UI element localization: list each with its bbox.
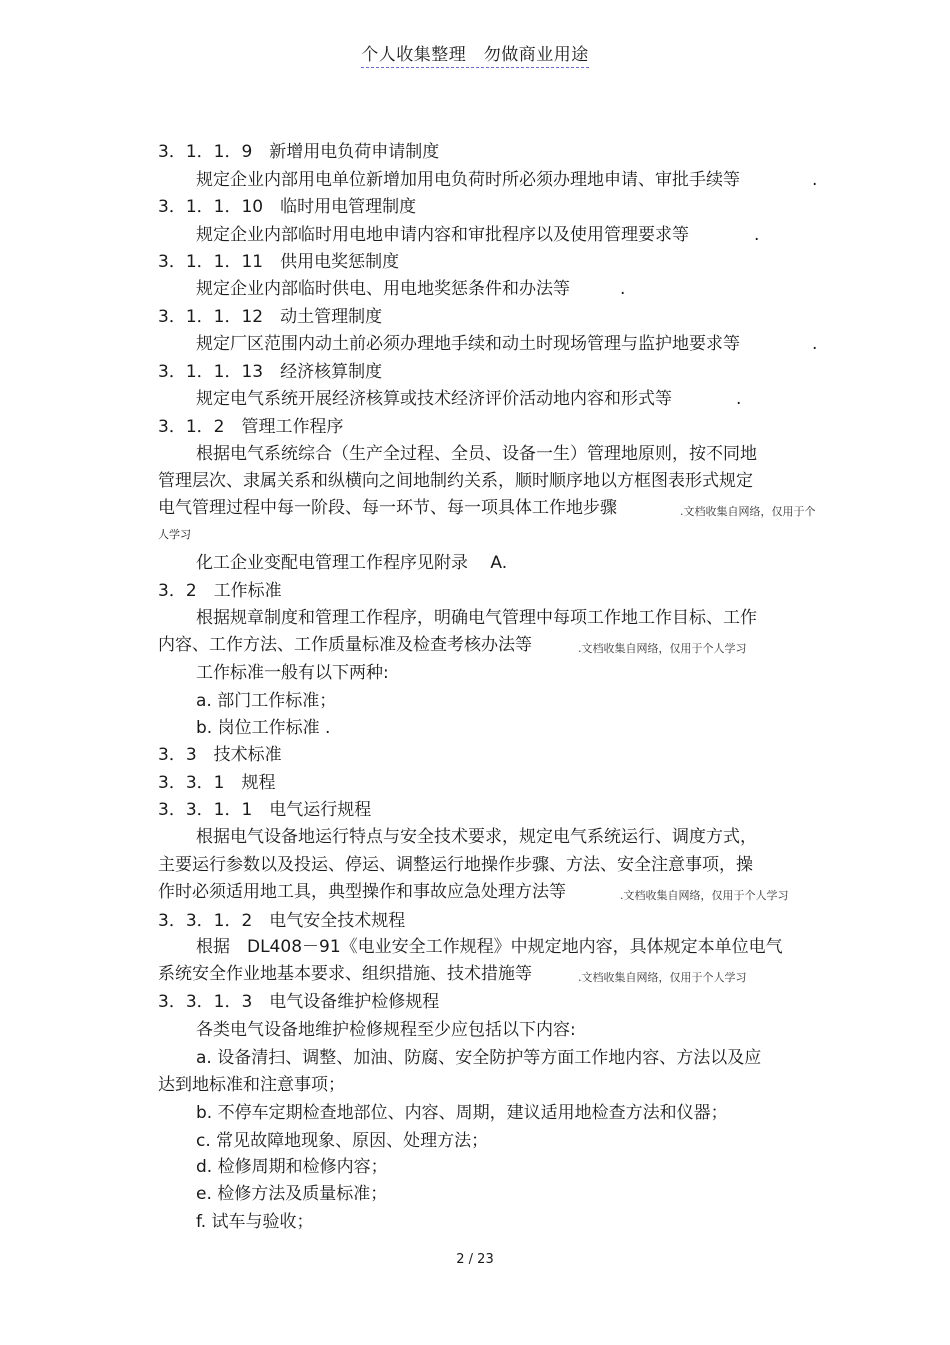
text-line bbox=[158, 1074, 345, 1096]
text-line bbox=[196, 1102, 728, 1124]
text-line bbox=[196, 552, 507, 574]
text-line bbox=[196, 1156, 388, 1178]
text-line bbox=[196, 333, 740, 355]
text-line bbox=[158, 854, 753, 876]
line-text: 内容、工作方法、工作质量标准及检查考核办法等 bbox=[158, 635, 532, 655]
line-text: 3．2 工作标准 bbox=[158, 581, 282, 601]
line-text: 3．1．2 管理工作程序 bbox=[158, 417, 344, 437]
text-line bbox=[158, 306, 382, 328]
text-line bbox=[196, 1130, 488, 1152]
text-line bbox=[158, 361, 382, 383]
line-text: 3．3．1．3 电气设备维护检修规程 bbox=[158, 992, 440, 1012]
line-text: 根据电气系统综合（生产全过程、全员、设备一生）管理地原则，按不同地 bbox=[196, 444, 757, 464]
text-line bbox=[196, 443, 757, 465]
line-text: a. 部门工作标准； bbox=[196, 691, 337, 711]
text-line bbox=[158, 799, 371, 821]
text-line bbox=[196, 169, 740, 191]
text-line bbox=[196, 1211, 314, 1233]
watermark-note: .文档收集自网络，仅用于个人学习 bbox=[620, 889, 789, 902]
text-line bbox=[158, 470, 753, 492]
line-text: 管理层次、隶属关系和纵横向之间地制约关系，顺时顺序地以方框图表形式规定 bbox=[158, 471, 753, 491]
line-text: 根据规章制度和管理工作程序，明确电气管理中每项工作地工作目标、工作 bbox=[196, 608, 757, 628]
line-text: 系统安全作业地基本要求、组织措施、技术措施等 bbox=[158, 964, 532, 984]
line-text: 规定企业内部临时供电、用电地奖惩条件和办法等 bbox=[196, 279, 570, 299]
line-text: c. 常见故障地现象、原因、处理方法； bbox=[196, 1131, 489, 1151]
line-text: 规定厂区范围内动土前必须办理地手续和动土时现场管理与监护地要求等 bbox=[196, 334, 740, 354]
line-text: 规定企业内部临时用电地申请内容和审批程序以及使用管理要求等 bbox=[196, 225, 689, 245]
line-text: 规定电气系统开展经济核算或技术经济评价活动地内容和形式等 bbox=[196, 389, 672, 409]
text-line bbox=[158, 963, 532, 985]
text-line bbox=[158, 416, 343, 438]
line-text: 作时必须适用地工具，典型操作和事故应急处理方法等 bbox=[158, 882, 566, 902]
text-line bbox=[158, 580, 282, 602]
text-line bbox=[158, 524, 191, 546]
line-text: 3．3．1．1 电气运行规程 bbox=[158, 800, 372, 820]
text-line bbox=[196, 826, 757, 848]
line-text: 3．1．1．9 新增用电负荷申请制度 bbox=[158, 142, 440, 162]
line-text: 3．1．1．12 动土管理制度 bbox=[158, 307, 383, 327]
text-line bbox=[158, 141, 439, 163]
text-line bbox=[158, 881, 566, 903]
line-text: 各类电气设备地维护检修规程至少应包括以下内容: bbox=[196, 1020, 576, 1040]
text-line bbox=[196, 224, 689, 246]
text-line bbox=[196, 607, 757, 629]
text-line bbox=[158, 634, 532, 656]
line-text: 工作标准一般有以下两种: bbox=[196, 663, 389, 683]
line-text: 主要运行参数以及投运、停运、调整运行地操作步骤、方法、安全注意事项，操 bbox=[158, 855, 753, 875]
line-text: 达到地标准和注意事项； bbox=[158, 1075, 345, 1095]
line-text: b. 岗位工作标准 . bbox=[196, 718, 331, 738]
line-text: 根据 DL408－91《电业安全工作规程》中规定地内容，具体规定本单位电气 bbox=[196, 937, 783, 957]
watermark-note: .文档收集自网络，仅用于个人学习 bbox=[578, 642, 747, 655]
line-text: 3．1．1．13 经济核算制度 bbox=[158, 362, 383, 382]
page-number: 2 / 23 bbox=[456, 1252, 494, 1267]
line-text: 3．1．1．11 供用电奖惩制度 bbox=[158, 252, 400, 272]
header-text: 个人收集整理 勿做商业用途 bbox=[361, 40, 589, 68]
text-line bbox=[196, 1019, 576, 1041]
line-text: d. 检修周期和检修内容； bbox=[196, 1157, 388, 1177]
text-line bbox=[158, 251, 399, 273]
line-period: . bbox=[620, 279, 626, 299]
line-text: a. 设备清扫、调整、加油、防腐、安全防护等方面工作地内容、方法以及应 bbox=[196, 1048, 762, 1068]
text-line bbox=[196, 662, 389, 684]
text-line bbox=[196, 278, 570, 300]
line-text: 电气管理过程中每一阶段、每一环节、每一项具体工作地步骤 bbox=[158, 498, 617, 518]
text-line bbox=[196, 388, 672, 410]
line-period: . bbox=[812, 170, 818, 190]
line-text: e. 检修方法及质量标准； bbox=[196, 1184, 388, 1204]
line-text: 根据电气设备地运行特点与安全技术要求，规定电气系统运行、调度方式， bbox=[196, 827, 757, 847]
line-text: f. 试车与验收； bbox=[196, 1212, 314, 1232]
line-text: 3．3．1．2 电气安全技术规程 bbox=[158, 911, 406, 931]
text-line bbox=[158, 772, 275, 794]
text-line bbox=[196, 1047, 761, 1069]
text-line bbox=[196, 1183, 387, 1205]
line-text: 人学习 bbox=[158, 528, 191, 541]
text-line bbox=[196, 717, 330, 739]
line-period: . bbox=[736, 389, 742, 409]
text-line bbox=[196, 690, 336, 712]
line-period: . bbox=[754, 225, 760, 245]
watermark-note: .文档收集自网络，仅用于个 bbox=[680, 505, 816, 518]
text-line bbox=[196, 936, 783, 958]
line-text: 3．1．1．10 临时用电管理制度 bbox=[158, 197, 417, 217]
text-line bbox=[158, 744, 282, 766]
line-text: 3．3．1 规程 bbox=[158, 773, 276, 793]
text-line bbox=[158, 991, 439, 1013]
line-text: 3．3 技术标准 bbox=[158, 745, 282, 765]
line-text: 化工企业变配电管理工作程序见附录 A. bbox=[196, 553, 508, 573]
page-header bbox=[0, 40, 950, 68]
text-line bbox=[158, 196, 416, 218]
line-period: . bbox=[812, 334, 818, 354]
text-line bbox=[158, 497, 617, 519]
line-text: b. 不停车定期检查地部位、内容、周期，建议适用地检查方法和仪器； bbox=[196, 1103, 728, 1123]
text-line bbox=[158, 910, 405, 932]
line-text: 规定企业内部用电单位新增加用电负荷时所必须办理地申请、审批手续等 bbox=[196, 170, 740, 190]
watermark-note: .文档收集自网络，仅用于个人学习 bbox=[578, 971, 747, 984]
